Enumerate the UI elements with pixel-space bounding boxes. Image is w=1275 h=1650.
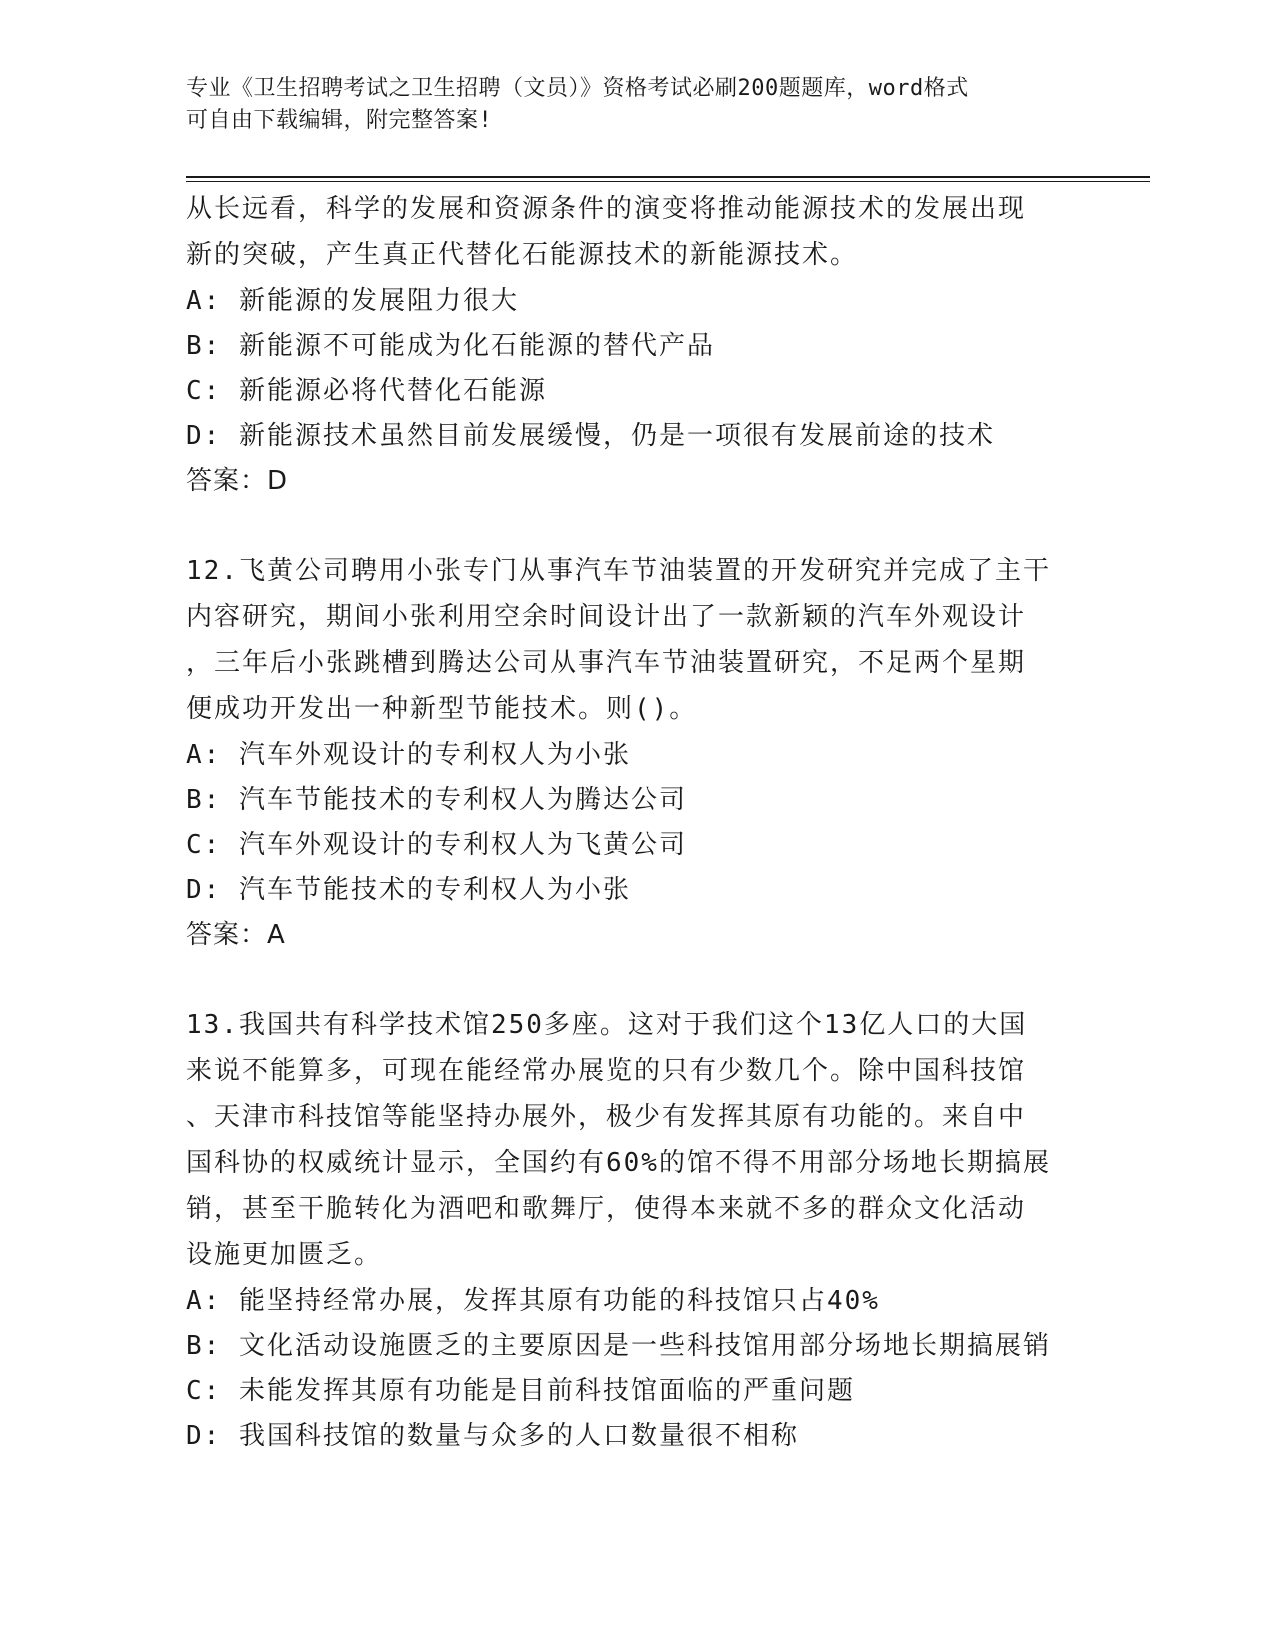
header-divider-thick (186, 176, 1150, 178)
question-block (186, 548, 1086, 958)
option-b: B: 新能源不可能成为化石能源的替代产品 (186, 331, 715, 361)
option-d: D: 我国科技馆的数量与众多的人口数量很不相称 (186, 1421, 799, 1451)
question-text-line: 设施更加匮乏。 (186, 1240, 383, 1270)
question-text-line: 从长远看，科学的发展和资源条件的演变将推动能源技术的发展出现 (186, 194, 1027, 224)
option-b: B: 汽车节能技术的专利权人为腾达公司 (186, 785, 687, 815)
option-c: C: 未能发挥其原有功能是目前科技馆面临的严重问题 (186, 1376, 855, 1406)
question-text-line: 新的突破，产生真正代替化石能源技术的新能源技术。 (186, 240, 859, 270)
document-body (186, 186, 1086, 1458)
question-text-line: ，三年后小张跳槽到腾达公司从事汽车节油装置研究，不足两个星期 (186, 648, 1027, 678)
question-text-line: 国科协的权威统计显示，全国约有60%的馆不得不用部分场地长期搞展 (186, 1148, 1051, 1178)
option-d: D: 汽车节能技术的专利权人为小张 (186, 875, 631, 905)
option-a: A: 新能源的发展阻力很大 (186, 286, 519, 316)
option-a: A: 汽车外观设计的专利权人为小张 (186, 740, 631, 770)
option-a: A: 能坚持经常办展，发挥其原有功能的科技馆只占40% (186, 1286, 880, 1316)
header-line-1: 专业《卫生招聘考试之卫生招聘（文员）》资格考试必刷200题题库，word格式 (186, 76, 969, 101)
question-block (186, 1002, 1086, 1458)
question-text-line: 、天津市科技馆等能坚持办展外，极少有发挥其原有功能的。来自中 (186, 1102, 1027, 1132)
option-d: D: 新能源技术虽然目前发展缓慢，仍是一项很有发展前途的技术 (186, 421, 995, 451)
question-text-line: 13.我国共有科学技术馆250多座。这对于我们这个13亿人口的大国 (186, 1010, 1028, 1040)
spacer (186, 504, 1086, 548)
question-block (186, 186, 1086, 504)
document-header (186, 73, 1086, 137)
header-line-2: 可自由下载编辑，附完整答案! (186, 108, 493, 133)
question-text-line: 内容研究，期间小张利用空余时间设计出了一款新颖的汽车外观设计 (186, 602, 1027, 632)
question-text-line: 来说不能算多，可现在能经常办展览的只有少数几个。除中国科技馆 (186, 1056, 1027, 1086)
answer-line: 答案：D (186, 466, 289, 496)
question-text-line: 12.飞黄公司聘用小张专门从事汽车节油装置的开发研究并完成了主干 (186, 556, 1051, 586)
option-c: C: 汽车外观设计的专利权人为飞黄公司 (186, 830, 687, 860)
question-text-line: 便成功开发出一种新型节能技术。则()。 (186, 694, 698, 724)
option-c: C: 新能源必将代替化石能源 (186, 376, 547, 406)
option-b: B: 文化活动设施匮乏的主要原因是一些科技馆用部分场地长期搞展销 (186, 1331, 1051, 1361)
spacer (186, 958, 1086, 1002)
question-text-line: 销，甚至干脆转化为酒吧和歌舞厅，使得本来就不多的群众文化活动 (186, 1194, 1027, 1224)
header-divider-thin (186, 181, 1150, 182)
answer-line: 答案：A (186, 920, 286, 950)
